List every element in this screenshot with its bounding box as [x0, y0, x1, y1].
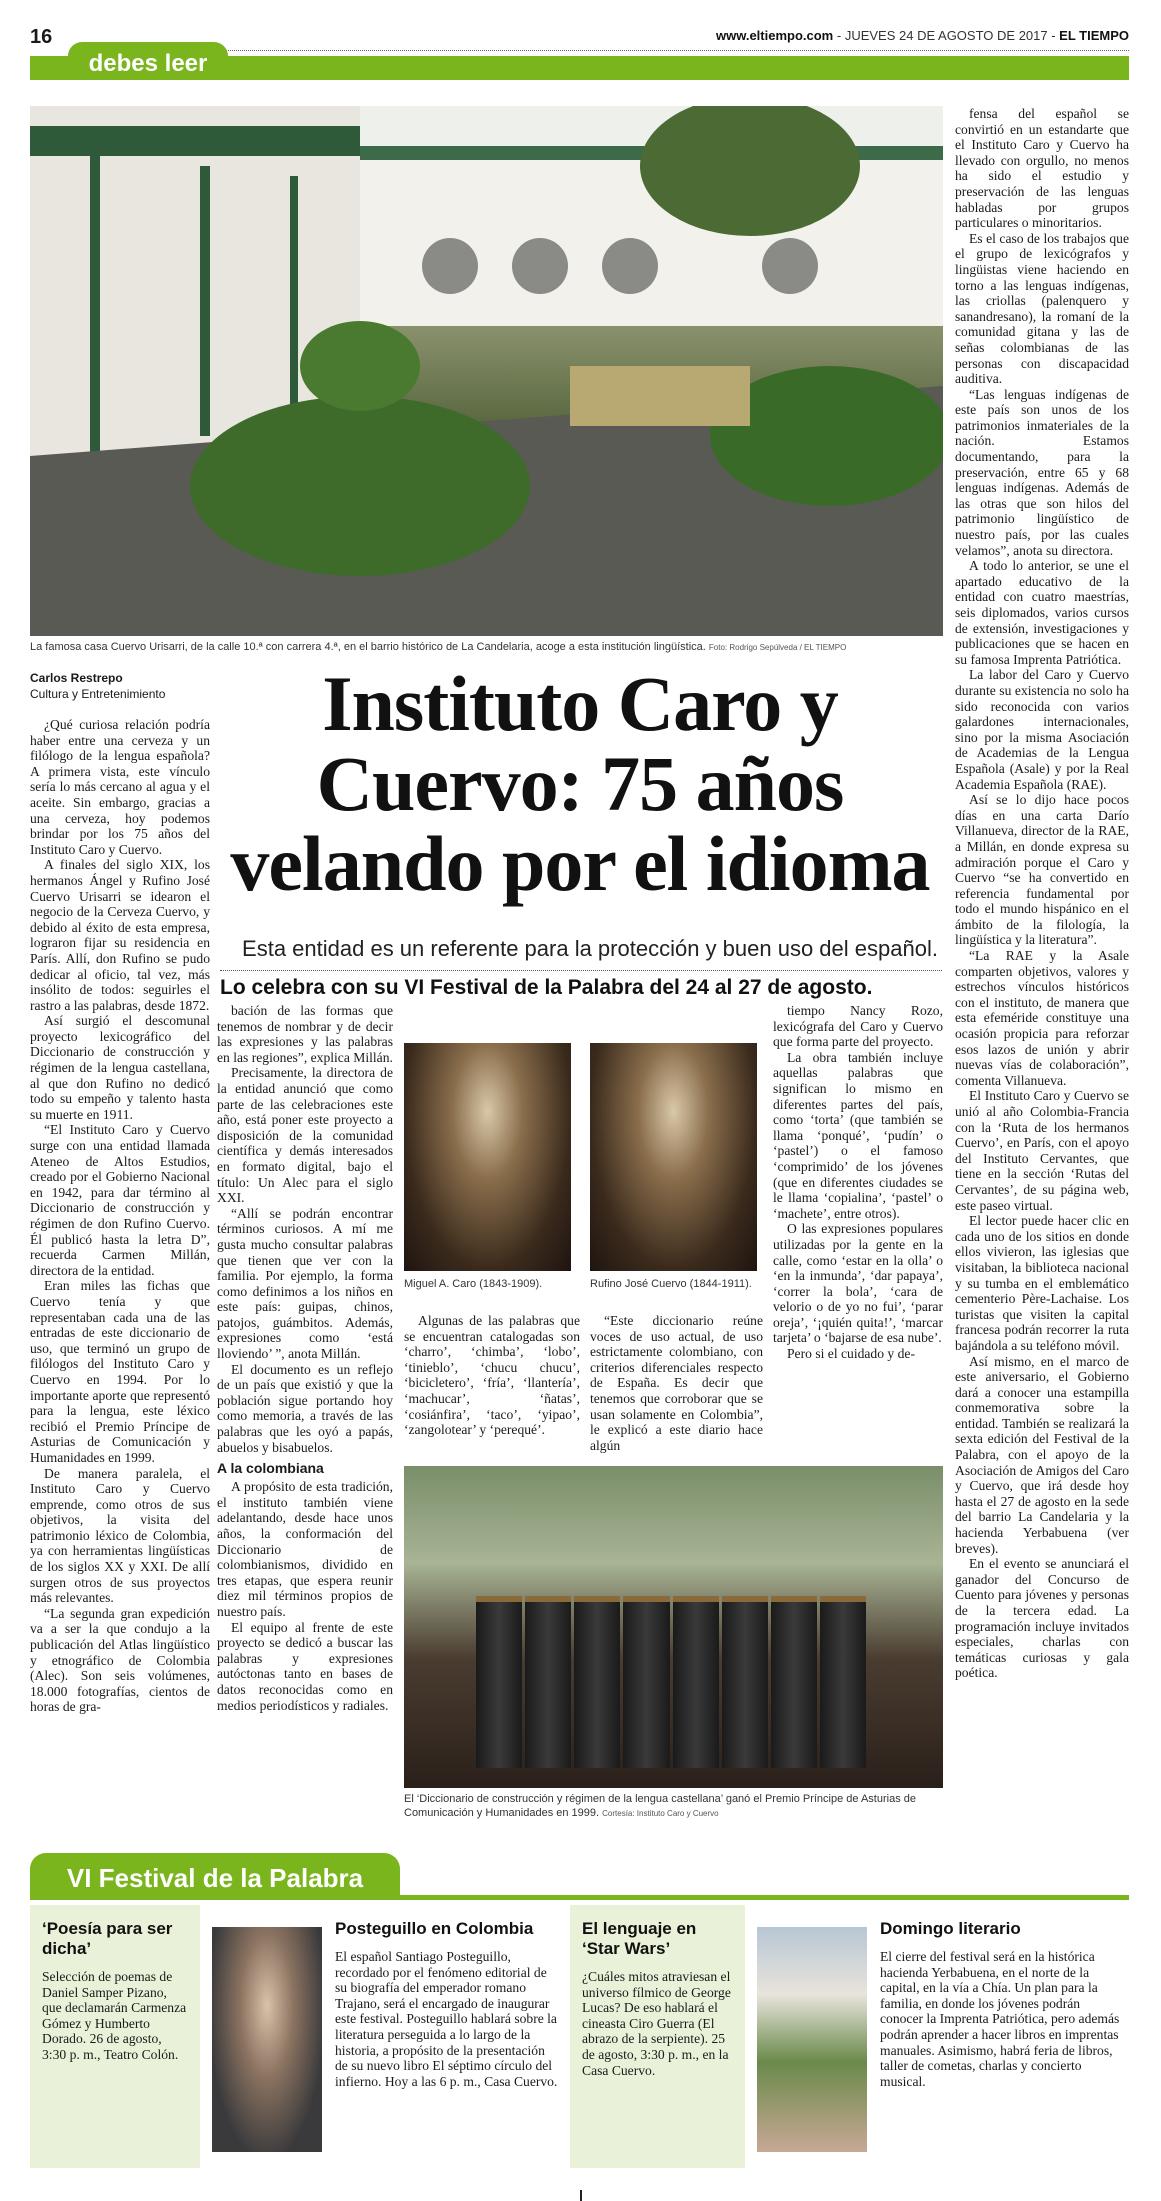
- festival-panel-title: Posteguillo en Colombia: [335, 1919, 534, 1938]
- paper-name: EL TIEMPO: [1059, 28, 1129, 43]
- paragraph: Así mismo, en el marco de este aniversario, el Gobierno dará a conocer una estampilla conmemorativa sobre la entidad. También se realizará la sexta edición del Festival de la Palabra, con el apoyo de la Asociación de Amigos del Caro y Cuervo, que irá desde hoy hasta el 27 de agosto en la sede del barrio La Candelaria y la hacienda Yerbabuena (ver breves).: [955, 1353, 1129, 1556]
- books-photo-credit: Cortesía: Instituto Caro y Cuervo: [602, 1809, 719, 1818]
- main-photo: [30, 106, 943, 636]
- paragraph: “Este diccionario reúne voces de uso actual, de uso estrictamente colombiano, con criterios diferenciales respecto de España. Es decir que tenemos que corroborar que se usan solamente en Colombia”, le explicó a este diario hace algún: [590, 1313, 763, 1453]
- subheading-rule: [220, 970, 942, 971]
- dictionary-volumes: [476, 1596, 866, 1768]
- paragraph: “Las lenguas indígenas de este país son unos de los patrimonios inmateriales de la nación. Estamos documentando, para la preservación, entre 65 y 68 lenguas indígenas. Además de las otras que son hilos del patrimonio lingüístico de nuestro país, por las cuales velamos”, anota su directora.: [955, 386, 1129, 558]
- books-photo-caption-text: El ‘Diccionario de construcción y régimen de la lengua castellana’ ganó el Premio Príncipe de Asturias de Comunicación y Humanidades en 1999.: [404, 1793, 916, 1819]
- subsection-heading: A la colombiana: [217, 1460, 324, 1477]
- book-volume: [771, 1596, 817, 1768]
- festival-panel-title: ‘Poesía para ser dicha’: [42, 1919, 173, 1958]
- paragraph: “El Instituto Caro y Cuervo surge con una entidad llamada Ateneo de Altos Estudios, creado por el Gobierno Nacional en 1942, para dar término al Diccionario de construcción y régimen de don Rufino Cuervo. Él publicó hasta la letra D”, recuerda Carmen Millán, directora de la entidad.: [30, 1122, 210, 1278]
- portrait-cuervo-caption: Rufino José Cuervo (1844-1911).: [590, 1278, 752, 1290]
- festival-panel-poesia: [30, 1905, 200, 2168]
- paragraph: El lector puede hacer clic en cada uno de los sitios en donde ellos vivieron, las iglesias que visitaban, la biblioteca nacional y su tumba en el emblemático cementerio Père-Lachaise. Los turistas que visiten la capital francesa podrán recorrer la ruta bajándola a su teléfono móvil.: [955, 1213, 1129, 1353]
- paragraph: Es el caso de los trabajos que el grupo de lexicógrafos y lingüistas viene haciendo en torno a las lenguas indígenas, las criollas (palenquero y sanandresano), la romaní de la comunidad gitana y las de señas colombianas de las personas con discapacidad auditiva.: [955, 230, 1129, 387]
- article-subheading: Esta entidad es un referente para la protección y buen uso del español.: [242, 936, 938, 961]
- cut-mark: [580, 2190, 582, 2201]
- festival-panel-title: El lenguaje en ‘Star Wars’: [582, 1919, 697, 1958]
- book-volume: [722, 1596, 768, 1768]
- byline-section: Cultura y Entretenimiento: [30, 687, 166, 701]
- festival-panel-text: Selección de poemas de Daniel Samper Pizano, que declamarán Carmenza Gómez y Humberto Dorado. 26 de agosto, 3:30 p. m., Teatro Colón.: [42, 1969, 187, 2062]
- courtyard-illustration: [30, 106, 943, 636]
- body-column-2: [217, 1003, 393, 1713]
- festival-panel-text: El español Santiago Posteguillo, recordado por el fenómeno editorial de su biografía del emperador romano Trajano, será el encargado de inaugurar este festival. Posteguillo hablará sobre la literatura perseguida a lo largo de la historia, a propósito de la presentación de su nuevo libro El séptimo círculo del infierno. Hoy a las 6 p. m., Casa Cuervo.: [335, 1949, 558, 2089]
- book-volume: [476, 1596, 522, 1768]
- article-highlight: Lo celebra con su VI Festival de la Palabra del 24 al 27 de agosto.: [220, 976, 873, 999]
- portrait-caro-caption: Miguel A. Caro (1843-1909).: [404, 1278, 543, 1290]
- paragraph: El equipo al frente de este proyecto se dedicó a buscar las palabras y expresiones autóctonas tanto en bases de datos reconocidas como en medios periodísticos y radiales.: [217, 1619, 393, 1713]
- paragraph: A todo lo anterior, se une el apartado educativo de la entidad con cuatro maestrías, seis diplomados, varios cursos de extensión, investigaciones y publicaciones que se hacen en su famosa Imprenta Patriótica.: [955, 558, 1129, 667]
- festival-panel-text: El cierre del festival será en la histórica hacienda Yerbabuena, en el norte de la capital, en la vía a Chía. Un plan para la familia, en donde los jóvenes podrán conocer la Imprenta Patriótica, pero además podrán aprender a hacer libros en imprentas manuales. Asimismo, habrá feria de libros, taller de cometas, charlas y concierto musical.: [880, 1949, 1120, 2089]
- paragraph: Pero si el cuidado y de-: [787, 1346, 915, 1362]
- issue-date: JUEVES 24 DE AGOSTO DE 2017: [844, 28, 1048, 43]
- paragraph: A finales del siglo XIX, los hermanos Ángel y Rufino José Cuervo Urisarri se idearon el negocio de la Cerveza Cuervo, y debido al éxito de esta empresa, lograron fijar su residencia en París. Allí, don Rufino se pudo dedicar al oficio, tal vez, más insólito de todos: seguirles el rastro a las palabras, desde 1872.: [30, 857, 210, 1013]
- main-photo-caption: [30, 640, 943, 655]
- books-photo: [404, 1466, 943, 1788]
- main-photo-credit: Foto: Rodrigo Sepúlveda / EL TIEMPO: [708, 643, 847, 652]
- header-rule: [195, 50, 1129, 51]
- byline: [30, 670, 220, 702]
- paragraph: Algunas de las palabras que se encuentran catalogadas son ‘charro’, ‘chimba’, ‘lobo’, ‘tinieblo’, ‘chucu chucu’, ‘bicicletero’, ‘fría’, ‘llantería’, ‘machucar’, ‘ñatas’, ‘cosiánfira’, ‘taco’, ‘yipao’, ‘zangolotear’ y ‘perequé’.: [404, 1313, 580, 1438]
- page-number: 16: [30, 26, 53, 48]
- paragraph: El Instituto Caro y Cuervo se unió al año Colombia-Francia con la ‘Ruta de los hermanos Cuervo’, en París, con el apoyo del Instituto Cervantes, que tiene en la sección ‘Rutas del Cervantes’, de su página web, este paseo virtual.: [955, 1088, 1129, 1213]
- paragraph: ¿Qué curiosa relación podría haber entre una cerveza y un filólogo de la lengua española? A primera vista, este vínculo sería lo más cercano al agua y el aceite. Sin embargo, gracias a una cerveza, hoy podemos brindar por los 75 años del Instituto Caro y Cuervo.: [30, 717, 210, 857]
- festival-panel-text: ¿Cuáles mitos atraviesan el universo fílmico de George Lucas? De eso hablará el cineasta Ciro Guerra (El abrazo de la serpiente). 25 de agosto, 3:30 p. m., en la Casa Cuervo.: [582, 1969, 731, 2078]
- paragraph: La labor del Caro y Cuervo durante su existencia no solo ha sido reconocida con varios galardones internacionales, sino por la misma Asociación de Academias de la Lengua Española (Asale) y por la Real Academia Española (RAE).: [955, 667, 1129, 792]
- body-column-5: [773, 1003, 943, 1362]
- portrait-cuervo: [590, 1043, 757, 1271]
- paragraph: En el evento se anunciará el ganador del Concurso de Cuento para jóvenes y personas de la tercera edad. La programación incluye invitados especiales, charlas con temáticas curiosas y gala poética.: [955, 1556, 1129, 1681]
- paragraph: “La segunda gran expedición va a ser la que condujo a la publicación del Atlas lingüístico y etnográfico de Colombia (Alec). Son seis volúmenes, 18.000 fotografías, cientos de horas de gra-: [30, 1605, 210, 1715]
- festival-title: VI Festival de la Palabra: [30, 1853, 400, 1899]
- body-column-1: [30, 717, 210, 1715]
- paragraph: El documento es un reflejo de un país que existió y que la población sigue portando hoy como memoria, a través de las palabras que les oyó a papás, abuelos y bisabuelos.: [217, 1361, 393, 1455]
- paragraph: De manera paralela, el Instituto Caro y Cuervo emprende, como otros de sus objetivos, la visita del patrimonio léxico de Colombia, ya con herramientas lingüísticas de los siglos XX y XXI. De allí surgen otros de sus proyectos más relevantes.: [30, 1465, 210, 1606]
- paragraph: Así surgió el descomunal proyecto lexicográfico del Diccionario de construcción y régimen de la lengua castellana, al que don Rufino no dedicó todo su empeño y talento hasta su muerte en 1911.: [30, 1013, 210, 1122]
- books-photo-caption: [404, 1792, 943, 1821]
- posteguillo-photo: [212, 1927, 322, 2152]
- body-column-3: [404, 1313, 580, 1438]
- paragraph: fensa del español se convirtió en un estandarte que el Instituto Caro y Cuervo ha llevado con orgullo, no menos ha sido el estudio y preservación de las lenguas habladas por grupos particulares o minoritarios.: [955, 106, 1129, 231]
- paragraph: “La RAE y la Asale comparten objetivos, valores y estrechos vínculos históricos con el instituto, de manera que esta efeméride constituye una ocasión propicia para reforzar esos lazos de unión y abrir nuevas vías de colaboración”, comenta Villanueva.: [955, 948, 1129, 1088]
- festival-panel-domingo: [745, 1905, 1129, 2168]
- paragraph: bación de las formas que tenemos de nombrar y de decir las expresiones y las palabras en las regiones”, explica Millán.: [217, 1003, 393, 1065]
- paragraph: O las expresiones populares utilizadas por la gente en la calle, como ‘estar en la olla’ o ‘en la inmunda’, ‘dar papaya’, ‘correr la bola’, ‘cara de velorio o de yo no fui’, ‘parar oreja’, ‘¡quién quita!’, ‘marcar tarjeta’ o ‘bajarse de esa nube’.: [773, 1221, 943, 1346]
- header-info: www.eltiempo.com - JUEVES 24 DE AGOSTO DE 2017 - EL TIEMPO: [715, 28, 1129, 43]
- body-column-6: [955, 106, 1129, 1681]
- festival-panel-posteguillo: [200, 1905, 570, 2168]
- hacienda-photo: [757, 1927, 867, 2152]
- paragraph: La obra también incluye aquellas palabras que significan lo mismo en diferentes partes del país, como ‘torta’ (que también se llama ‘ponqué’, ‘pudín’ o ‘pastel’) o el famoso ‘comprimido’ de los jóvenes (que en diferentes ciudades se le llama ‘copialina’, ‘pastel’ o ‘machete’, entre otros).: [773, 1049, 943, 1221]
- portrait-caro: [404, 1043, 571, 1271]
- paragraph: “Allí se podrán encontrar términos curiosos. A mí me gusta mucho consultar palabras que tienen que ver con la familia. Por ejemplo, la forma como definimos a los niños en este país: guipas, chinos, patojos, guámbitos. Además, expresiones como ‘está lloviendo’ ”, anota Millán.: [217, 1205, 393, 1362]
- book-volume: [574, 1596, 620, 1768]
- festival-panel-title: Domingo literario: [880, 1919, 1021, 1938]
- site-url: www.eltiempo.com: [715, 28, 834, 43]
- byline-author: Carlos Restrepo: [30, 671, 123, 685]
- book-volume: [820, 1596, 866, 1768]
- book-volume: [673, 1596, 719, 1768]
- book-volume: [525, 1596, 571, 1768]
- main-photo-caption-text: La famosa casa Cuervo Urisarri, de la calle 10.ª con carrera 4.ª, en el barrio histórico de La Candelaria, acoge a esta institución lingüística.: [30, 641, 706, 653]
- paragraph: Así se lo dijo hace pocos días en una carta Darío Villanueva, director de la RAE, a Millán, en donde expresa su admiración porque el Caro y Cuervo “se ha convertido en referencia fundamental por todo el mundo hispánico en el ámbito de la filología, la lingüística y la literatura”.: [955, 792, 1129, 948]
- article-headline: Instituto Caro y Cuervo: 75 años velando por el idioma: [230, 660, 930, 907]
- section-tab: debes leer: [68, 42, 228, 80]
- festival-panel-star-wars: [570, 1905, 745, 2168]
- paragraph: tiempo Nancy Rozo, lexicógrafa del Caro y Cuervo que forma parte del proyecto.: [773, 1003, 943, 1050]
- paragraph: Precisamente, la directora de la entidad anunció que como parte de las celebraciones este año, está poner este proyecto a disposición de la comunidad científica y demás interesados en formato digital, bajo el título: Un Alec para el siglo XXI.: [217, 1065, 393, 1206]
- paragraph: A propósito de esta tradición, el instituto también viene adelantando, desde hace unos años, la conformación del Diccionario de colombianismos, dividido en tres etapas, que espera reunir diez mil términos propios de nuestro país.: [217, 1479, 393, 1619]
- body-column-4: [590, 1313, 763, 1453]
- festival-bar: [30, 1895, 1129, 1900]
- paragraph: Eran miles las fichas que Cuervo tenía y que representaban cada una de las entradas de este diccionario de uso, que terminó un grupo de filólogos del Instituto Caro y Cuervo en 1994. Por lo importante aporte que representó para la lengua, este léxico recibió el Premio Príncipe de Asturias de Comunicación y Humanidades en 1999.: [30, 1278, 210, 1465]
- book-volume: [623, 1596, 669, 1768]
